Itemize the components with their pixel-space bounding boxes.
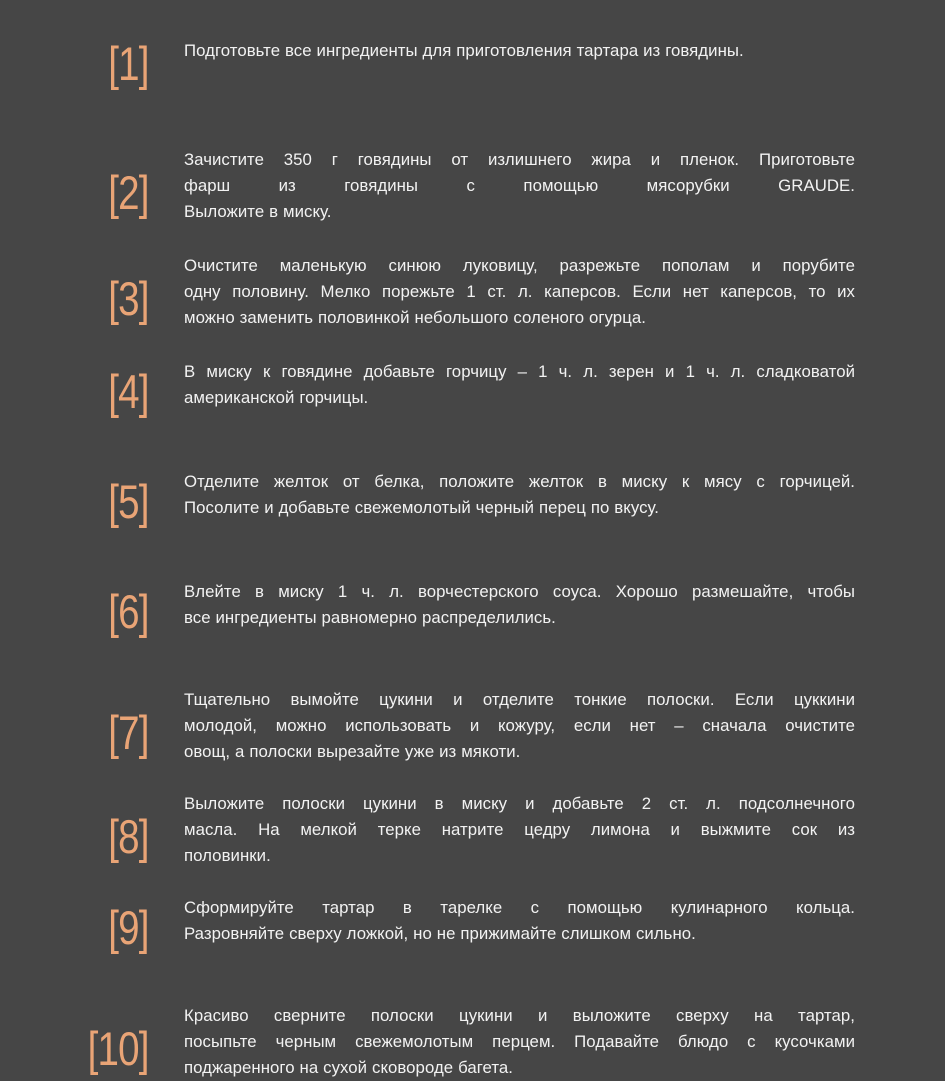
- step-text-line: овощ, а полоски вырезайте уже из мякоти.: [184, 742, 521, 761]
- step-number-marker: [7]: [108, 706, 149, 759]
- step-text-line: Посолите и добавьте свежемолотый черный перец по вкусу.: [184, 498, 659, 517]
- step-number-marker: [5]: [108, 475, 149, 528]
- recipe-step-1: [70, 37, 855, 90]
- step-text-line: Выложите в миску.: [184, 202, 332, 221]
- recipe-step-10: [70, 1003, 855, 1081]
- step-text-line: поджаренного на сухой сковороде багета.: [184, 1058, 514, 1077]
- step-text-line: Тщательно вымойте цукини и отделите тонкие полоски. Если цуккини: [184, 690, 855, 709]
- step-instruction-text: [156, 147, 855, 225]
- step-text-line: Влейте в миску 1 ч. л. ворчестерского соуса. Хорошо размешайте, чтобы: [184, 582, 855, 601]
- step-instruction-text: [156, 579, 855, 631]
- step-text-line: Очистите маленькую синюю луковицу, разрежьте пополам и порубите: [184, 256, 855, 275]
- step-text-line: одну половину. Мелко порежьте 1 ст. л. каперсов. Если нет каперсов, то их: [184, 282, 855, 301]
- step-text-line: половинки.: [184, 846, 271, 865]
- step-number-marker: [6]: [108, 585, 149, 638]
- recipe-step-9: [70, 895, 855, 954]
- step-instruction-text: [156, 1003, 855, 1081]
- recipe-step-6: [70, 579, 855, 638]
- step-text-line: Красиво сверните полоски цукини и выложите сверху на тартар,: [184, 1006, 855, 1025]
- step-text-line: американской горчицы.: [184, 388, 369, 407]
- step-number-marker: [3]: [108, 272, 149, 325]
- step-instruction-text: [156, 469, 855, 521]
- step-text-line: Выложите полоски цукини в миску и добавьте 2 ст. л. подсолнечного: [184, 794, 855, 813]
- step-text-line: посыпьте черным свежемолотым перцем. Подавайте блюдо с кусочками: [184, 1032, 855, 1051]
- recipe-step-7: [70, 687, 855, 765]
- step-text-line: масла. На мелкой терке натрите цедру лимона и выжмите сок из: [184, 820, 855, 839]
- step-instruction-text: [156, 895, 855, 947]
- step-number-marker: [4]: [108, 365, 149, 418]
- recipe-step-3: [70, 253, 855, 331]
- recipe-step-2: [70, 147, 855, 225]
- step-number-marker: [8]: [108, 810, 149, 863]
- step-text-line: Отделите желток от белка, положите желток в миску к мясу с горчицей.: [184, 472, 855, 491]
- step-instruction-text: [156, 791, 855, 869]
- recipe-step-4: [70, 359, 855, 418]
- step-instruction-text: [156, 253, 855, 331]
- step-number-marker: [9]: [108, 901, 149, 954]
- step-text-line: В миску к говядине добавьте горчицу – 1 ч. л. зерен и 1 ч. л. сладковатой: [184, 362, 855, 381]
- recipe-step-5: [70, 469, 855, 528]
- step-text-line: Зачистите 350 г говядины от излишнего жира и пленок. Приготовьте: [184, 150, 855, 169]
- step-instruction-text: [156, 359, 855, 411]
- step-text-line: можно заменить половинкой небольшого соленого огурца.: [184, 308, 646, 327]
- recipe-step-8: [70, 791, 855, 869]
- step-number-marker: [2]: [108, 166, 149, 219]
- step-text-line: Подготовьте все ингредиенты для приготовления тартара из говядины.: [184, 41, 744, 60]
- step-number-marker: [1]: [108, 37, 149, 90]
- step-text-line: все ингредиенты равномерно распределились.: [184, 608, 556, 627]
- step-number-marker: [10]: [87, 1022, 149, 1075]
- step-instruction-text: [156, 38, 855, 64]
- step-text-line: молодой, можно использовать и кожуру, если нет – сначала очистите: [184, 716, 855, 735]
- step-text-line: фарш из говядины с помощью мясорубки GRAUDE.: [184, 176, 855, 195]
- step-text-line: Сформируйте тартар в тарелке с помощью кулинарного кольца.: [184, 898, 855, 917]
- step-text-line: Разровняйте сверху ложкой, но не прижимайте слишком сильно.: [184, 924, 696, 943]
- step-instruction-text: [156, 687, 855, 765]
